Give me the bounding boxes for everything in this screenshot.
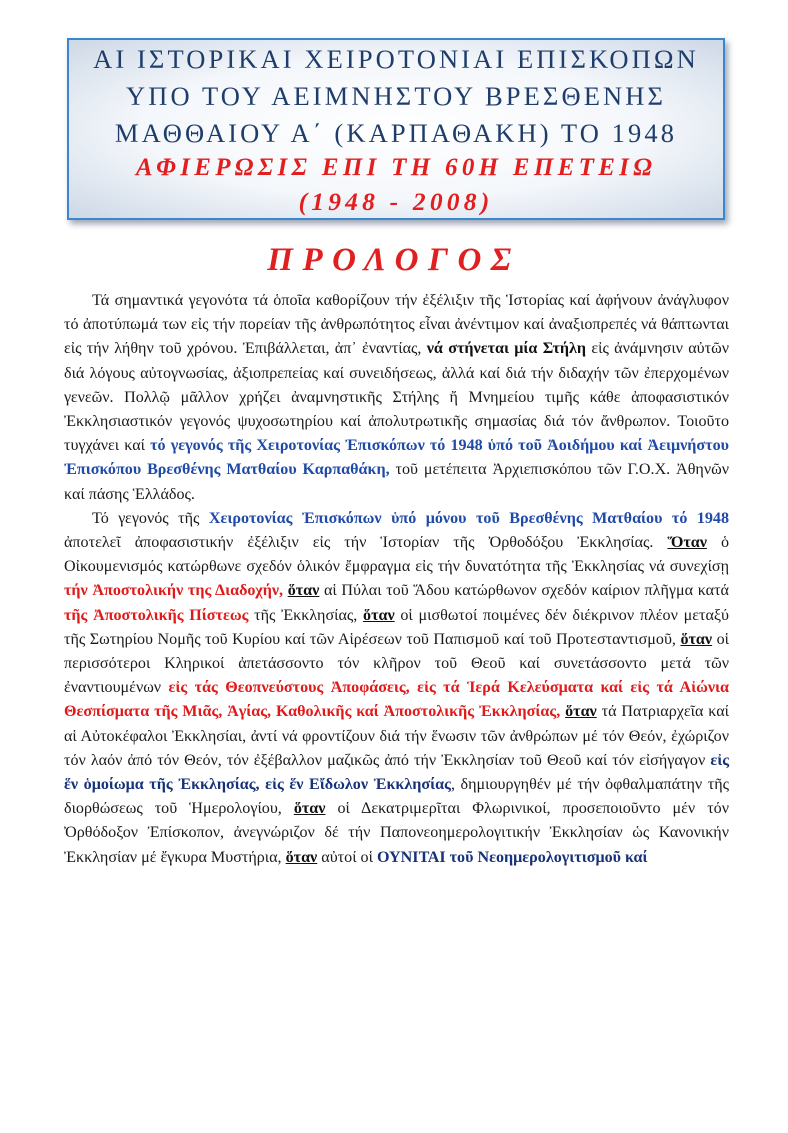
title-box xyxy=(67,38,725,220)
p2-highlight-decisions: εἰς τάς Θεοπνεύστους Ἀποφάσεις, εἰς τά Ἱερά Κελεύσματα καί εἰς τά Αἰώνια Θεσπίσματα τῆς Μιᾶς, Ἁγίας, Καθολικῆς καί Ἀποστολικῆς Ἐκκλησίας, xyxy=(64,679,729,721)
paragraph-2 xyxy=(64,507,729,870)
p2-text-1: Τό γεγονός τῆς xyxy=(92,509,209,527)
p2-text-7: οἱ περισσότεροι Κληρικοί ἀπετάσσοντο τόν κλῆρον τοῦ Θεοῦ καί συνετάσσοντο μετά τῶν ἐναντιουμένων xyxy=(64,630,730,697)
p1-text-3: τοῦ μετέπειτα Ἀρχιεπισκόπου τῶν Γ.Ο.Χ. Ἀθηνῶν καί πάσης Ἑλλάδος. xyxy=(64,461,729,503)
title-line-4: ΑΦΙΕΡΩΣΙΣ ΕΠΙ ΤΗ 60Η ΕΠΕΤΕΙΩ xyxy=(135,154,657,181)
p2-text-11: αὐτοί οἱ xyxy=(317,848,377,866)
title-line-1: ΑΙ ΙΣΤΟΡΙΚΑΙ ΧΕΙΡΟΤΟΝΙΑΙ ΕΠΙΣΚΟΠΩΝ xyxy=(93,44,699,74)
page-heading: ΠΡΟΛΟΓΟΣ xyxy=(267,242,521,278)
p1-text-1: Τά σημαντικά γεγονότα τά ὁποῖα καθορίζουν τήν ἐξέλιξιν τῆς Ἱστορίας καί ἀφήνουν ἀνάγλυφον τό ἀποτύπωμά των εἰς τήν πορείαν τῆς ἀνθρωπότητος εἶναι ἀνέντιμον καί ἀναξιοπρεπές νά θάπτωνται εἰς τήν λήθην τοῦ χρόνου. Ἐπιβάλλεται, ἀπ᾽ ἐναντίας, xyxy=(64,292,729,358)
p2-when-7: ὅταν xyxy=(285,848,318,866)
p2-highlight-succession: τήν Ἀποστολικήν της Διαδοχήν, xyxy=(64,582,284,600)
p1-highlight-ordination-1948: τό γεγονός τῆς Χειροτονίας Ἐπισκόπων τό 1948 ὑπό τοῦ Ἀοιδήμου καί Ἀειμνήστου Ἐπισκόπου Βρεσθένης Ματθαίου Καρπαθάκη, xyxy=(64,437,729,479)
p2-when-2: ὅταν xyxy=(287,582,320,600)
p2-when-1: Ὅταν xyxy=(667,534,707,552)
p2-when-3: ὅταν xyxy=(363,606,395,624)
p2-text-4: αἱ Πύλαι τοῦ Ἅδου κατώρθωνον σχεδόν καίριον πλῆγμα κατά xyxy=(319,582,729,600)
p1-text-2: εἰς ἀνάμνησιν αὐτῶν διά λόγους αὐτογνωσίας, ἀξιοπρεπείας καί συνειδήσεως, ἀλλά καί διά τήν διδαχήν τῶν ἐπερχομένων γενεῶν. Πολλῷ μᾶλλον χρήζει ἀναμνηστικῆς Στήλης ἤ Μνημείου τιμῆς κάθε ἀποφασιστικόν Ἐκκλησιαστικόν γεγονός ψυχοσωτηρίου καί ἀπολυτρωτικῆς σημασίας διά τόν ἄνθρωπον. Τοιοῦτο τυγχάνει καί xyxy=(64,340,729,455)
p2-text-3: ὁ Οἰκουμενισμός κατώρθωνε σχεδόν ὁλικόν ἔμφραγμα εἰς τήν δυνατότητα τῆς Ἐκκλησίας νά συνεχίσῃ xyxy=(64,534,729,576)
p2-highlight-uniates: ΟΥΝΙΤΑΙ τοῦ Νεοημερολογιτισμοῦ καί xyxy=(376,848,648,866)
title-line-2: ΥΠΟ ΤΟΥ ΑΕΙΜΝΗΣΤΟΥ ΒΡΕΣΘΕΝΗΣ xyxy=(126,81,666,111)
p1-emphasis-stele: νά στήνεται μία Στήλη xyxy=(426,340,587,358)
p2-text-9: , δημιουργηθέν μέ τήν ὀφθαλμαπάτην τῆς διορθώσεως τοῦ Ἡμερολογίου, xyxy=(64,776,729,818)
p2-when-5: ὅταν xyxy=(565,703,597,721)
p2-text-2: ἀποτελεῖ ἀποφασιστικήν ἐξέλιξιν εἰς τήν Ἱστορίαν τῆς Ὀρθοδόξου Ἐκκλησίας. xyxy=(64,534,668,552)
p2-text-10: οἱ Δεκατριμερῖται Φλωρινικοί, προσεποιοῦντο μέν τόν Ὀρθόδοξον Ἐπίσκοπον, ἀνεγνώριζον δέ τήν Παπονεοημερολογιτικήν Ἐκκλησίαν ὡς Κανονικήν Ἐκκλησίαν μέ ἔγκυρα Μυστήρια, xyxy=(64,800,729,866)
p2-text-6: οἱ μισθωτοί ποιμένες δέν διέκρινον πλέον μεταξύ τῆς Σωτηρίου Νομῆς τοῦ Κυρίου καί τῶν Αἱρέσεων τοῦ Παπισμοῦ καί τοῦ Προτεσταντισμοῦ, xyxy=(64,606,730,648)
title-line-5: (1948 - 2008) xyxy=(298,187,494,216)
p2-highlight-faith: τῆς Ἀποστολικῆς Πίστεως xyxy=(64,606,249,624)
p2-highlight-ordination: Χειροτονίας Ἐπισκόπων ὑπό μόνου τοῦ Βρεσθένης Ματθαίου τό 1948 xyxy=(208,509,730,527)
prologue-body xyxy=(64,289,729,870)
p2-when-4: ὅταν xyxy=(680,630,713,648)
p2-text-5: τῆς Ἐκκλησίας, xyxy=(248,606,364,624)
p2-text-8: τά Πατριαρχεῖα καί αἱ Αὐτοκέφαλοι Ἐκκλησίαι, ἀντί νά φροντίζουν διά τήν ἕνωσιν τῶν ἀνθρώπων μέ τόν Θεόν, ἐχώριζον τόν λαόν ἀπό τόν Θεόν, τόν ἐξέβαλλον μαζικῶς ἀπό τήν Ἐκκλησίαν τοῦ Θεοῦ καί τόν εἰσήγαγον xyxy=(64,703,729,769)
title-line-3: ΜΑΘΘΑΙΟΥ Α΄ (ΚΑΡΠΑΘΑΚΗ) ΤΟ 1948 xyxy=(114,118,678,148)
p2-highlight-idol-church: εἰς ἕν ὁμοίωμα τῆς Ἐκκλησίας, εἰς ἕν Εἴδωλον Ἐκκλησίας xyxy=(64,751,729,794)
p2-when-6: ὅταν xyxy=(293,800,326,818)
paragraph-1 xyxy=(64,289,729,507)
